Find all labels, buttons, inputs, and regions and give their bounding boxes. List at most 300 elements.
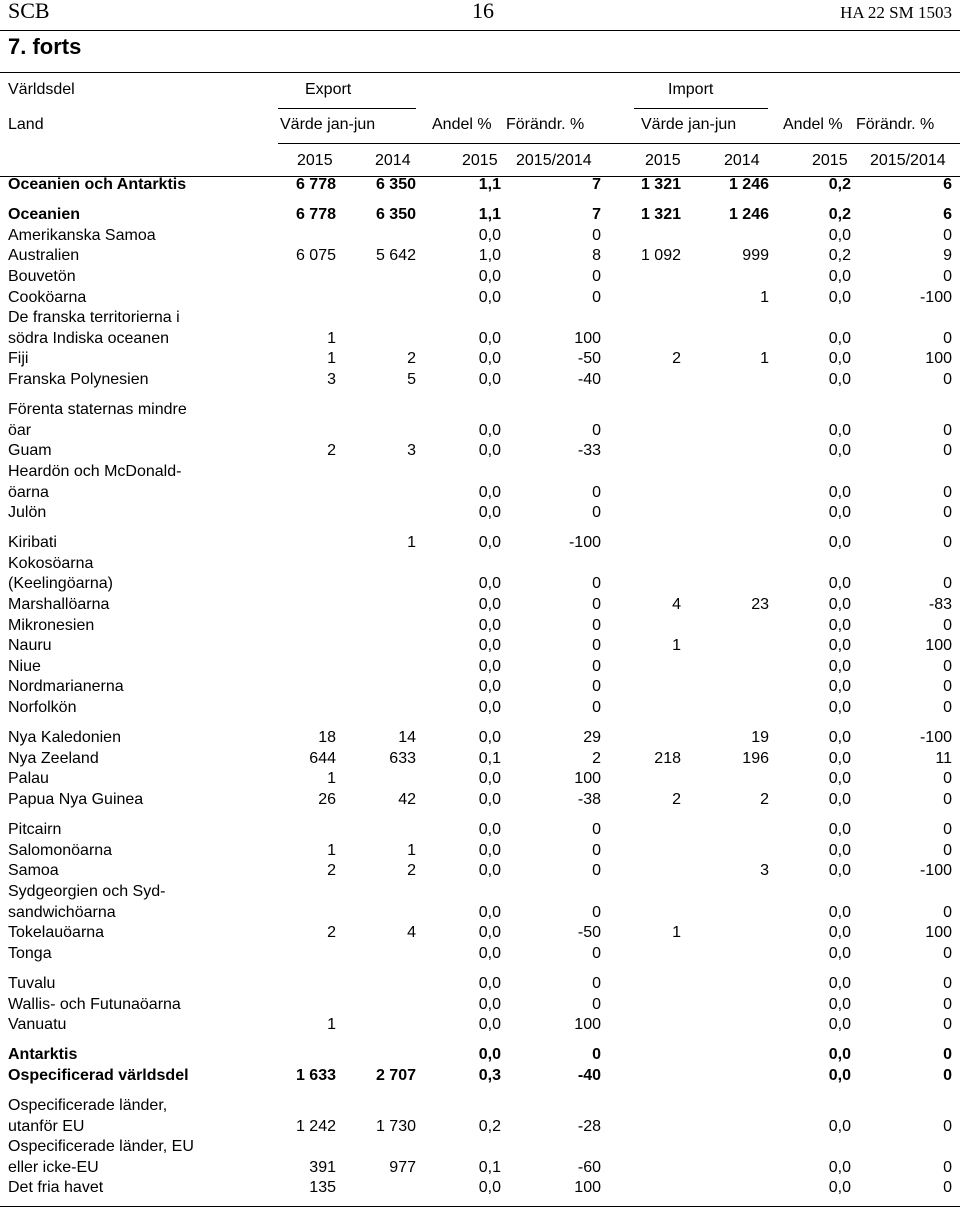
import-value-2015-cell: 1 321 [640,206,681,224]
table-bottom-rule [0,1206,960,1207]
import-change-cell: 0 [943,575,952,593]
export-change-cell: 0 [592,995,601,1013]
country-name: Nauru [8,637,52,655]
import-change-cell: 0 [943,504,952,522]
export-value-2015-cell: 2 [327,862,336,880]
export-share-cell: 0,0 [478,1046,501,1064]
table-row [0,329,960,350]
export-change-cell: 0 [592,483,601,501]
table-row [0,882,960,903]
import-change-cell: 11 [935,749,952,767]
import-share-cell: 0,0 [828,421,851,439]
table-row [0,246,960,267]
export-share-cell: 0,0 [478,729,501,747]
export-share-cell: 0,0 [478,657,501,675]
import-share-cell: 0,0 [828,637,851,655]
import-change-cell: 0 [943,841,952,859]
import-change-years: 2015/2014 [870,152,946,169]
table-row [0,554,960,575]
import-value-rule [634,108,768,109]
import-share-cell: 0,0 [828,288,851,306]
country-name: Tokelauöarna [8,924,105,942]
country-name: Niue [8,657,41,675]
table-row [0,400,960,421]
table-row [0,533,960,554]
export-year-2015: 2015 [297,152,333,169]
export-share-cell: 0,0 [478,370,501,388]
country-name: öarna [8,483,49,501]
country-name: Nordmarianerna [8,678,124,696]
import-share-cell: 0,0 [828,791,851,808]
export-share-cell: 0,1 [478,1158,501,1176]
table-row [0,749,960,770]
export-share-cell: 0,0 [478,678,501,696]
row-gap [0,524,960,534]
export-share-cell: 0,0 [478,504,501,522]
import-value-2014-cell: 23 [751,596,769,614]
table-row [0,1117,960,1138]
country-name: södra Indiska oceanen [8,329,169,347]
country-name: Sydgeorgien och Syd- [8,882,166,900]
country-name: Antarktis [8,1046,78,1064]
table-row [0,861,960,882]
export-change-cell: 0 [592,637,601,655]
import-change-cell: 0 [943,791,952,808]
export-share-cell: 0,0 [478,770,501,788]
import-value-2015-cell: 2 [672,791,681,808]
table-row [0,483,960,504]
import-value-2014-cell: 1 [760,350,769,368]
export-share-cell: 0,0 [478,791,501,808]
import-share-cell: 0,0 [828,1046,851,1064]
export-value-2015-cell: 18 [318,729,336,747]
import-change-cell: -83 [928,596,952,614]
table-row [0,503,960,524]
country-name: Australien [8,247,80,265]
table-row [0,1015,960,1036]
export-share-cell: 0,0 [478,862,501,880]
export-change-header: Förändr. % [506,116,585,133]
export-value-2014-cell: 1 [407,841,416,859]
export-change-cell: 0 [592,288,601,306]
import-change-cell: 0 [943,226,952,244]
page-header [0,0,960,30]
import-change-cell: 6 [943,206,952,224]
export-value-2015-cell: 2 [327,924,336,942]
import-share-cell: 0,0 [828,226,851,244]
import-value-2015-cell: 1 321 [640,176,681,193]
country-name: Amerikanska Samoa [8,226,156,244]
country-name: Kokosöarna [8,554,94,572]
country-name: Ospecificerade länder, [8,1097,168,1115]
export-change-cell: 100 [574,1016,601,1034]
import-value-2015-cell: 1 [672,637,681,655]
export-share-cell: 0,0 [478,841,501,859]
import-change-cell: 9 [943,247,952,265]
import-change-cell: 0 [943,1066,952,1084]
country-name: sandwichöarna [8,903,116,921]
table-row [0,1158,960,1179]
import-change-cell: -100 [919,288,952,306]
export-change-cell: 0 [592,596,601,614]
country-name: Norfolkön [8,699,77,717]
import-share-year: 2015 [812,152,848,169]
import-share-cell: 0,0 [828,504,851,522]
export-value-2014-cell: 977 [389,1158,416,1176]
table-row [0,1045,960,1066]
table-row [0,728,960,749]
import-change-cell: 6 [943,176,952,193]
export-change-cell: 29 [583,729,601,747]
country-name: Heardön och McDonald- [8,462,182,480]
table-row [0,698,960,719]
table-row [0,574,960,595]
export-share-cell: 0,0 [478,974,501,992]
export-change-years: 2015/2014 [516,152,592,169]
import-value-header: Värde jan-jun [641,116,737,133]
export-share-cell: 0,1 [478,749,501,767]
import-change-cell: 0 [943,534,952,552]
export-value-2015-cell: 6 778 [295,206,336,224]
table-row [0,349,960,370]
export-value-header: Värde jan-jun [280,116,376,133]
table-row [0,226,960,247]
import-change-cell: 0 [943,678,952,696]
export-share-cell: 0,0 [478,637,501,655]
export-change-cell: 0 [592,903,601,921]
import-change-cell: -100 [919,862,952,880]
import-year-2014: 2014 [724,152,760,169]
export-value-2014-cell: 14 [398,729,416,747]
export-share-cell: 0,0 [478,350,501,368]
country-name: Franska Polynesien [8,370,149,388]
export-value-2015-cell: 1 [327,841,336,859]
country-name: Pitcairn [8,821,62,839]
table-row [0,974,960,995]
row-gap [0,1087,960,1097]
country-name: Mikronesien [8,616,95,634]
export-change-cell: 2 [592,749,601,767]
import-year-2015: 2015 [645,152,681,169]
import-share-cell: 0,0 [828,616,851,634]
import-share-cell: 0,0 [828,944,851,962]
table-row [0,616,960,637]
import-change-cell: 100 [925,350,952,368]
export-change-cell: 0 [592,821,601,839]
import-change-cell: 0 [943,421,952,439]
import-share-cell: 0,0 [828,657,851,675]
table-row [0,790,960,811]
country-name: Wallis- och Futunaöarna [8,995,181,1013]
export-header: Export [305,81,352,98]
export-value-2014-cell: 2 [407,350,416,368]
import-change-cell: 100 [925,924,952,942]
import-share-cell: 0,2 [828,176,851,193]
export-share-cell: 1,0 [478,247,501,265]
import-change-header: Förändr. % [856,116,935,133]
export-year-2014: 2014 [375,152,411,169]
table-row [0,441,960,462]
table-row [0,1178,960,1199]
country-name: öar [8,421,32,439]
import-share-cell: 0,0 [828,1117,851,1135]
row-gap [0,719,960,729]
export-value-2015-cell: 2 [327,442,336,460]
import-change-cell: -100 [919,729,952,747]
export-value-2015-cell: 26 [318,791,336,808]
export-change-cell: -40 [577,370,601,388]
table-title: 7. forts [8,34,82,59]
table-row [0,462,960,483]
country-name: Palau [8,770,49,788]
export-value-2015-cell: 1 [327,770,336,788]
import-value-2015-cell: 4 [672,596,681,614]
export-change-cell: 100 [574,329,601,347]
export-change-cell: 0 [592,944,601,962]
country-name: Oceanien och Antarktis [8,176,187,193]
export-share-cell: 0,0 [478,1016,501,1034]
import-share-cell: 0,0 [828,729,851,747]
import-value-2015-cell: 1 [672,924,681,942]
agency-name: SCB [8,0,50,23]
import-share-cell: 0,2 [828,206,851,224]
import-share-cell: 0,0 [828,995,851,1013]
table-row [0,308,960,329]
country-name: Ospecificerad världsdel [8,1066,189,1084]
import-change-cell: 0 [943,974,952,992]
import-share-cell: 0,0 [828,770,851,788]
export-share-cell: 1,1 [478,176,501,193]
import-value-2014-cell: 196 [742,749,769,767]
export-change-cell: -100 [568,534,601,552]
export-share-cell: 0,0 [478,821,501,839]
table-row [0,995,960,1016]
import-value-2014-cell: 3 [760,862,769,880]
import-change-cell: 0 [943,821,952,839]
row-gap [0,964,960,974]
import-share-cell: 0,0 [828,821,851,839]
export-share-year: 2015 [462,152,498,169]
country-name: Nya Zeeland [8,749,99,767]
trade-table [0,175,960,1199]
import-change-cell: 0 [943,483,952,501]
import-value-2014-cell: 999 [742,247,769,265]
export-value-2014-cell: 6 350 [375,176,416,193]
title-rule [0,72,960,73]
import-share-cell: 0,0 [828,350,851,368]
export-change-cell: -50 [577,924,601,942]
export-change-cell: 0 [592,421,601,439]
export-value-2014-cell: 3 [407,442,416,460]
import-share-cell: 0,0 [828,370,851,388]
export-value-2015-cell: 1 633 [295,1066,336,1084]
import-change-cell: 0 [943,995,952,1013]
table-row [0,769,960,790]
export-change-cell: -50 [577,350,601,368]
import-share-cell: 0,0 [828,483,851,501]
import-share-cell: 0,0 [828,1016,851,1034]
country-name: eller icke-EU [8,1158,99,1176]
export-value-2014-cell: 1 [407,534,416,552]
import-share-cell: 0,2 [828,247,851,265]
export-share-cell: 0,0 [478,903,501,921]
export-value-2014-cell: 633 [389,749,416,767]
export-value-2014-cell: 5 [407,370,416,388]
export-value-2014-cell: 4 [407,924,416,942]
export-change-cell: 0 [592,267,601,285]
country-name: Kiribati [8,534,57,552]
import-change-cell: 0 [943,1179,952,1197]
import-value-2014-cell: 1 [760,288,769,306]
country-name: Fiji [8,350,29,368]
import-change-cell: 0 [943,329,952,347]
export-value-rule [278,108,416,109]
table-row [0,175,960,196]
worldpart-header: Världsdel [8,81,75,98]
export-share-cell: 0,0 [478,226,501,244]
table-row [0,923,960,944]
import-change-cell: 0 [943,1016,952,1034]
export-share-cell: 0,3 [478,1066,501,1084]
import-share-cell: 0,0 [828,974,851,992]
import-change-cell: 0 [943,616,952,634]
table-row [0,903,960,924]
table-row [0,636,960,657]
country-name: Guam [8,442,52,460]
row-gap [0,196,960,206]
export-share-cell: 0,0 [478,616,501,634]
export-share-cell: 0,2 [478,1117,501,1135]
import-change-cell: 0 [943,267,952,285]
export-value-2015-cell: 6 778 [295,176,336,193]
export-change-cell: 0 [592,699,601,717]
export-share-cell: 0,0 [478,421,501,439]
country-name: Oceanien [8,206,81,224]
export-value-2015-cell: 1 [327,329,336,347]
country-name: Salomonöarna [8,841,113,859]
export-value-2014-cell: 1 730 [375,1117,416,1135]
header-rule [0,30,960,31]
country-name: Papua Nya Guinea [8,791,144,808]
export-change-cell: -40 [577,1066,601,1084]
table-row [0,370,960,391]
import-share-header: Andel % [783,116,843,133]
import-change-cell: 0 [943,699,952,717]
import-change-cell: 0 [943,1117,952,1135]
export-value-2015-cell: 3 [327,370,336,388]
country-name: Ospecificerade länder, EU [8,1138,194,1156]
export-share-cell: 0,0 [478,944,501,962]
country-name: De franska territorierna i [8,309,180,327]
year-rule [278,143,960,144]
import-value-2014-cell: 19 [751,729,769,747]
import-share-cell: 0,0 [828,1158,851,1176]
import-value-2014-cell: 2 [760,791,769,808]
import-share-cell: 0,0 [828,329,851,347]
export-change-cell: -60 [577,1158,601,1176]
import-share-cell: 0,0 [828,267,851,285]
export-change-cell: 0 [592,616,601,634]
import-change-cell: 0 [943,944,952,962]
import-change-cell: 0 [943,657,952,675]
page-number: 16 [472,0,494,23]
export-value-2015-cell: 644 [309,749,336,767]
export-change-cell: 0 [592,575,601,593]
export-share-cell: 0,0 [478,995,501,1013]
table-row [0,288,960,309]
table-row [0,421,960,442]
country-name: utanför EU [8,1117,85,1135]
export-change-cell: 0 [592,862,601,880]
export-change-cell: -33 [577,442,601,460]
table-row [0,677,960,698]
table-row [0,595,960,616]
table-row [0,657,960,678]
export-share-cell: 0,0 [478,1179,501,1197]
export-share-cell: 0,0 [478,534,501,552]
import-change-cell: 100 [925,637,952,655]
export-change-cell: -28 [577,1117,601,1135]
export-share-cell: 0,0 [478,483,501,501]
import-change-cell: 0 [943,370,952,388]
export-share-cell: 0,0 [478,699,501,717]
country-name: Det fria havet [8,1179,104,1197]
export-change-cell: -38 [577,791,601,808]
export-change-cell: 0 [592,974,601,992]
export-share-cell: 1,1 [478,206,501,224]
import-share-cell: 0,0 [828,442,851,460]
export-change-cell: 0 [592,226,601,244]
export-share-cell: 0,0 [478,575,501,593]
row-gap [0,811,960,821]
row-gap [0,391,960,401]
table-row [0,205,960,226]
table-row [0,1096,960,1117]
export-share-cell: 0,0 [478,288,501,306]
export-change-cell: 8 [592,247,601,265]
import-share-cell: 0,0 [828,1179,851,1197]
import-value-2014-cell: 1 246 [728,176,769,193]
import-change-cell: 0 [943,1158,952,1176]
export-share-cell: 0,0 [478,267,501,285]
country-name: Samoa [8,862,59,880]
import-share-cell: 0,0 [828,841,851,859]
import-header: Import [668,81,714,98]
table-row [0,841,960,862]
import-share-cell: 0,0 [828,1066,851,1084]
country-name: Förenta staternas mindre [8,401,187,419]
import-change-cell: 0 [943,442,952,460]
import-change-cell: 0 [943,770,952,788]
export-change-cell: 7 [592,176,601,193]
table-row [0,944,960,965]
export-change-cell: 7 [592,206,601,224]
import-share-cell: 0,0 [828,678,851,696]
export-share-header: Andel % [432,116,492,133]
export-value-2015-cell: 1 [327,1016,336,1034]
export-value-2014-cell: 2 [407,862,416,880]
export-value-2015-cell: 391 [309,1158,336,1176]
table-row [0,820,960,841]
table-row [0,267,960,288]
country-name: Marshallöarna [8,596,110,614]
export-value-2015-cell: 1 242 [295,1117,336,1135]
country-name: Vanuatu [8,1016,67,1034]
import-change-cell: 0 [943,903,952,921]
table-row [0,1066,960,1087]
import-share-cell: 0,0 [828,924,851,942]
import-value-2015-cell: 2 [672,350,681,368]
